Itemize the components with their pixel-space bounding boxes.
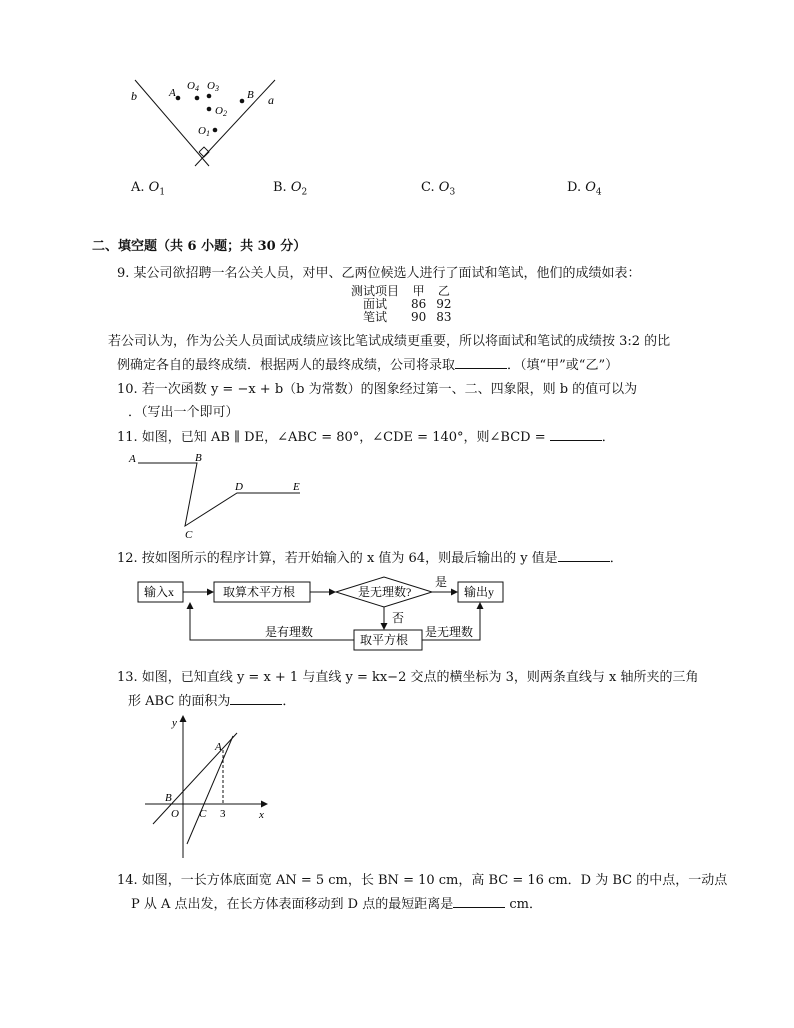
- decision-label: 是无理数?: [358, 585, 412, 599]
- label-E: E: [293, 481, 300, 493]
- label-O: O: [171, 808, 179, 820]
- q11-text: 11. 如图，已知 AB ∥ DE，∠ABC = 80°，∠CDE = 140°，则∠BCD =: [117, 430, 546, 445]
- section-title: 二、填空题（共 6 小题；共 30 分）: [92, 239, 307, 254]
- table-cell: 86: [411, 297, 427, 311]
- point-O2: [207, 107, 212, 112]
- label-O4: O4: [187, 80, 199, 93]
- q9-line3: [117, 356, 618, 375]
- q9-answer-blank[interactable]: [455, 356, 507, 369]
- q9-line3-end: ．（填“甲”或“乙”）: [507, 358, 619, 373]
- line-y-eq-kx-minus-2: [187, 736, 233, 844]
- table-cell: 乙: [437, 284, 450, 298]
- q12-line: [117, 549, 623, 568]
- option-letter: C.: [421, 180, 435, 195]
- q13-line1: 13. 如图，已知直线 y = x + 1 与直线 y = kx−2 交点的横坐标为 3，则两条直线与 x 轴所夹的三角: [117, 670, 699, 685]
- angle-figure: [125, 72, 285, 172]
- label-A: A: [129, 453, 136, 465]
- label-a: a: [268, 93, 274, 107]
- q9-line3-text: 例确定各自的最终成绩．根据两人的最终成绩，公司将录取: [117, 358, 456, 373]
- label-3: 3: [220, 808, 226, 820]
- sqrt-label: 取算术平方根: [223, 585, 296, 599]
- parallel-lines-figure: [125, 448, 315, 540]
- point-B: [240, 99, 245, 104]
- option-label: O: [438, 180, 450, 195]
- option-letter: D.: [567, 180, 582, 195]
- label-B: B: [165, 792, 172, 804]
- option-sub: 4: [595, 187, 602, 198]
- point-A: [176, 96, 181, 101]
- rational-label: 是有理数: [265, 625, 314, 639]
- q11-line: [117, 428, 615, 447]
- no-label: 否: [392, 611, 405, 625]
- x-axis-label: x: [259, 809, 264, 821]
- table-cell: 90: [411, 310, 427, 324]
- q12-end: ．: [609, 551, 623, 566]
- label-B: B: [195, 452, 202, 464]
- q9-score-table: [351, 285, 456, 324]
- point-O3: [207, 94, 212, 99]
- q14-answer-blank[interactable]: [453, 895, 505, 908]
- option-a[interactable]: [131, 179, 165, 202]
- option-label: O: [148, 180, 160, 195]
- q13-line2-text: 形 ABC 的面积为: [128, 694, 231, 709]
- q13-line2: [128, 692, 295, 711]
- input-label: 输入x: [144, 585, 175, 599]
- q12-answer-blank[interactable]: [558, 549, 610, 562]
- label-b: b: [131, 89, 137, 103]
- label-A: A: [169, 87, 176, 99]
- q13-answer-blank[interactable]: [230, 692, 282, 705]
- option-c[interactable]: [421, 179, 455, 202]
- q10-line2: ．（写出一个即可）: [128, 405, 239, 420]
- table-row: [351, 311, 456, 324]
- q14-line2-end: cm．: [509, 897, 542, 912]
- q11-answer-blank[interactable]: [550, 428, 602, 441]
- table-cell: 甲: [412, 284, 425, 298]
- label-O1: O1: [198, 125, 210, 138]
- label-D: D: [235, 481, 243, 493]
- q11-end: ．: [601, 430, 615, 445]
- option-letter: B.: [273, 180, 287, 195]
- cube-label: 取平方根: [360, 633, 409, 647]
- q9-line2: 若公司认为，作为公关人员面试成绩应该比笔试成绩更重要，所以将面试和笔试的成绩按 3:2 的比: [108, 334, 671, 349]
- option-sub: 3: [449, 187, 456, 198]
- q14-line2-text: P 从 A 点出发，在长方体表面移动到 D 点的最短距离是: [131, 897, 454, 912]
- yes-label: 是: [435, 575, 448, 589]
- point-O4: [195, 96, 200, 101]
- table-cell: 83: [436, 310, 452, 324]
- option-b[interactable]: [273, 179, 307, 202]
- option-sub: 2: [301, 187, 308, 198]
- q14-line2: [131, 895, 542, 914]
- q9-line1: 9. 某公司欲招聘一名公关人员，对甲、乙两位候选人进行了面试和笔试，他们的成绩如表：: [117, 266, 641, 281]
- ray-a: [195, 80, 275, 166]
- label-C: C: [185, 529, 193, 540]
- option-label: O: [290, 180, 302, 195]
- label-O3: O3: [207, 80, 219, 93]
- q14-line1: 14. 如图，一长方体底面宽 AN = 5 cm，长 BN = 10 cm，高 BC = 16 cm．D 为 BC 的中点，一动点: [117, 873, 728, 888]
- table-cell: 笔试: [363, 310, 388, 324]
- label-B: B: [247, 89, 254, 101]
- program-flowchart: [130, 570, 520, 656]
- table-cell: 92: [436, 297, 452, 311]
- label-O2: O2: [215, 105, 227, 118]
- point-O1: [213, 128, 218, 133]
- coordinate-figure: [145, 712, 275, 860]
- label-C: C: [199, 808, 207, 820]
- q13-end: ．: [282, 694, 296, 709]
- option-d[interactable]: [567, 179, 602, 202]
- segment-ABC: [138, 463, 300, 526]
- label-A: A: [215, 741, 222, 753]
- q12-text: 12. 按如图所示的程序计算，若开始输入的 x 值为 64，则最后输出的 y 值是: [117, 551, 558, 566]
- option-sub: 1: [159, 187, 166, 198]
- output-label: 输出y: [464, 585, 495, 599]
- table-cell: 测试项目: [351, 284, 400, 298]
- q10-line1: 10. 若一次函数 y = −x + b（b 为常数）的图象经过第一、二、四象限，则 b 的值可以为: [117, 382, 638, 397]
- y-axis-label: y: [172, 717, 177, 729]
- option-letter: A.: [131, 180, 145, 195]
- table-cell: 面试: [363, 297, 388, 311]
- option-label: O: [585, 180, 596, 195]
- irrational-label: 是无理数: [425, 625, 474, 639]
